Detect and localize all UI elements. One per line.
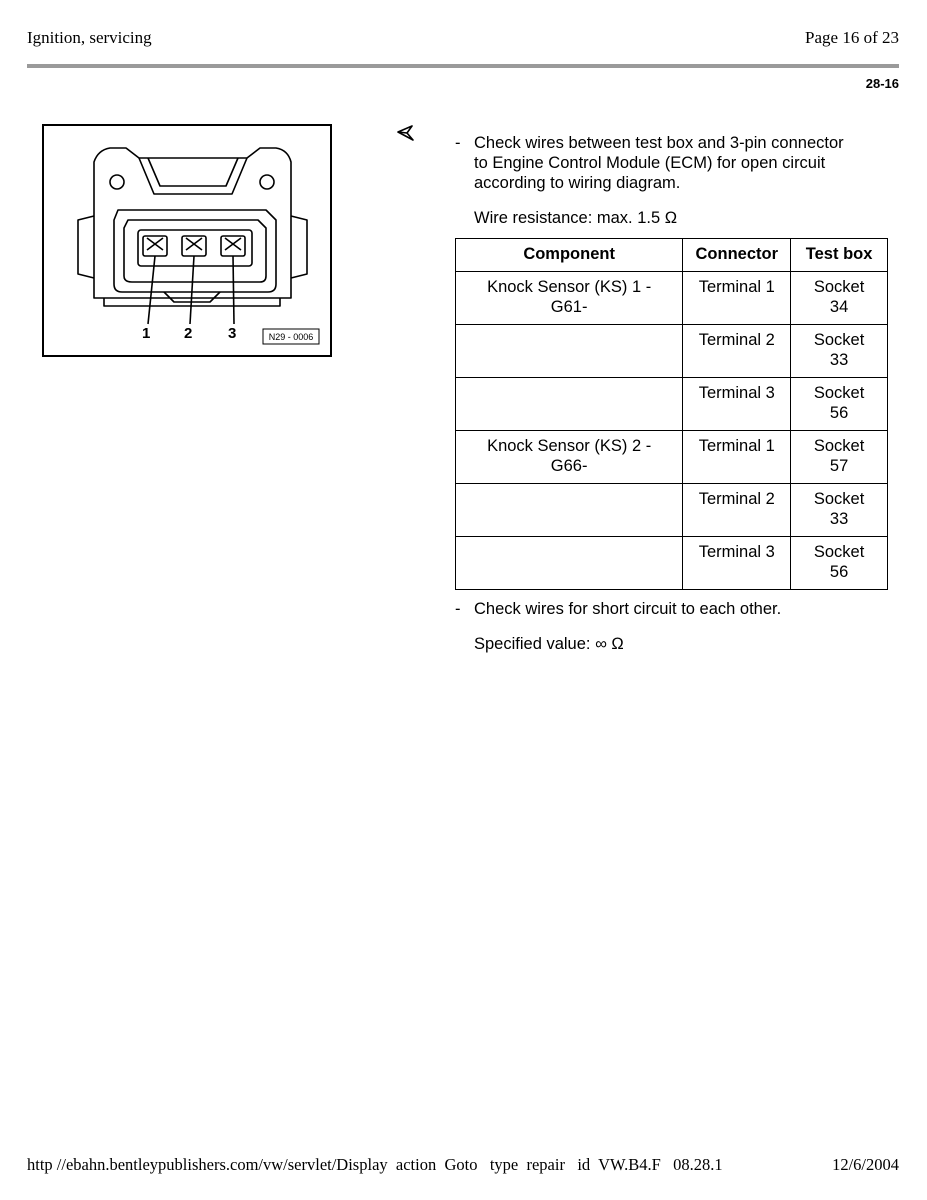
table-cell: Knock Sensor (KS) 2 - G66- — [456, 431, 683, 484]
table-cell: Terminal 1 — [683, 431, 791, 484]
table-cell: Terminal 3 — [683, 378, 791, 431]
table-cell: Terminal 2 — [683, 484, 791, 537]
column-header: Component — [456, 239, 683, 272]
table-cell: Socket 56 — [791, 537, 888, 590]
column-header: Test box — [791, 239, 888, 272]
connector-drawing — [44, 126, 330, 355]
instruction-check-short-circuit — [455, 599, 895, 621]
pin-label-1: 1 — [142, 325, 151, 342]
instruction-check-open-circuit — [455, 133, 895, 195]
pin-label-3: 3 — [228, 325, 237, 342]
instruction-text: Check wires between test box and 3-pin connector to Engine Control Module (ECM) for open circuit according to wiring diagram. — [474, 134, 844, 192]
table-cell — [456, 537, 683, 590]
table-cell: Socket 34 — [791, 272, 888, 325]
footer-url: http //ebahn.bentleypublishers.com/vw/servlet/Display action Goto type repair id VW.B4.F 08.28.1 — [27, 1155, 723, 1174]
figure-code: N29 - 0006 — [268, 332, 314, 342]
wire-resistance-note: Wire resistance: max. 1.5 Ω — [474, 209, 678, 227]
bullet-dash: - — [455, 134, 461, 152]
table-cell: Socket 33 — [791, 484, 888, 537]
table-cell: Terminal 3 — [683, 537, 791, 590]
table-cell: Socket 33 — [791, 325, 888, 378]
bullet-dash: - — [455, 600, 461, 618]
figure-pointer-icon — [396, 124, 416, 142]
instruction-text: Check wires for short circuit to each other. — [474, 600, 782, 618]
table-cell: Socket 57 — [791, 431, 888, 484]
table-row — [456, 272, 888, 325]
table-header-row — [456, 239, 888, 272]
header-divider — [27, 64, 899, 68]
table-cell — [456, 378, 683, 431]
section-code: 28-16 — [865, 76, 899, 91]
table-cell — [456, 484, 683, 537]
footer-date: 12/6/2004 — [832, 1155, 899, 1174]
table-cell: Knock Sensor (KS) 1 - G61- — [456, 272, 683, 325]
table-cell: Socket 56 — [791, 378, 888, 431]
page-number: Page 16 of 23 — [805, 28, 899, 47]
document-title: Ignition, servicing — [27, 28, 152, 47]
table-row — [456, 431, 888, 484]
connector-figure — [42, 124, 332, 357]
table-row — [456, 537, 888, 590]
test-table — [455, 238, 888, 590]
table-row — [456, 325, 888, 378]
pin-label-2: 2 — [184, 325, 193, 342]
table-row — [456, 484, 888, 537]
table-cell — [456, 325, 683, 378]
table-row — [456, 378, 888, 431]
column-header: Connector — [683, 239, 791, 272]
table-cell: Terminal 2 — [683, 325, 791, 378]
specified-value-note: Specified value: ∞ Ω — [474, 635, 624, 653]
table-cell: Terminal 1 — [683, 272, 791, 325]
